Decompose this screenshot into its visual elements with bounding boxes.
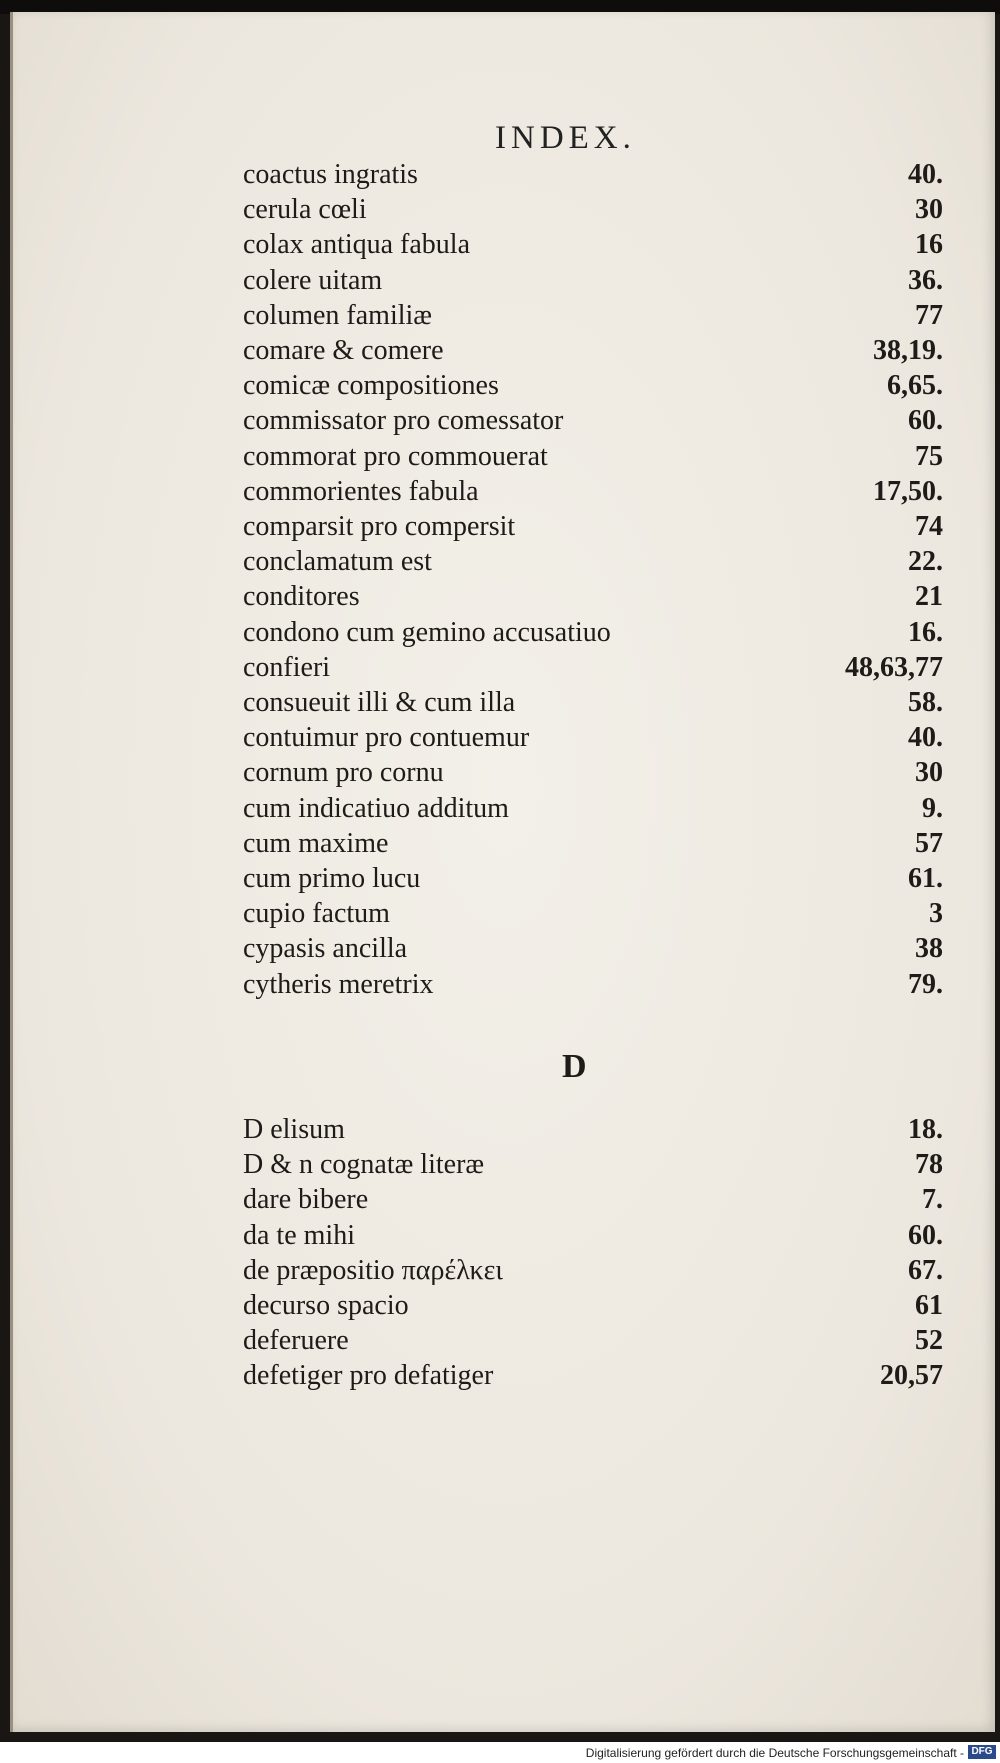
index-term: cum indicatiuo additum — [243, 792, 509, 824]
index-term: contuimur pro contuemur — [243, 722, 530, 754]
index-term: deferuere — [243, 1325, 349, 1357]
index-term: conditores — [243, 581, 360, 613]
index-term: commorat pro commouerat — [243, 440, 548, 472]
index-pages: 22. — [908, 546, 943, 578]
index-entry — [243, 403, 943, 438]
index-entry — [243, 368, 943, 403]
index-term: de præpositio παρέλκει — [243, 1254, 503, 1286]
index-entry — [243, 157, 943, 192]
index-pages: 16 — [915, 229, 943, 261]
index-term: cypasis ancilla — [243, 933, 408, 965]
index-pages: 6,65. — [887, 370, 943, 402]
index-term: dare bibere — [243, 1184, 369, 1216]
index-entry — [243, 685, 943, 720]
index-entry — [243, 650, 943, 685]
index-term: conclamatum est — [243, 546, 432, 578]
index-pages: 74 — [915, 511, 943, 542]
index-entry — [243, 227, 943, 262]
index-entry — [243, 967, 943, 1002]
book-page — [10, 12, 995, 1732]
index-term: comare & comere — [243, 335, 444, 366]
index-pages: 67. — [908, 1254, 943, 1286]
index-term: consueuit illi & cum illa — [243, 687, 516, 718]
index-term: da te mihi — [243, 1219, 355, 1251]
index-entry — [243, 755, 943, 790]
index-pages: 78 — [915, 1149, 943, 1181]
index-pages: 9. — [922, 792, 943, 824]
section-letter-d: D — [562, 1048, 587, 1085]
index-term: cerula cœli — [243, 194, 367, 226]
index-term: decurso spacio — [243, 1290, 409, 1321]
index-term: D & n cognatæ literæ — [243, 1149, 485, 1181]
index-entry — [243, 1358, 943, 1393]
index-term: cytheris meretrix — [243, 968, 434, 1000]
index-term: cum primo lucu — [243, 863, 421, 894]
index-pages: 52 — [915, 1325, 943, 1357]
index-pages: 61 — [915, 1290, 943, 1321]
index-entry — [243, 474, 943, 509]
index-pages: 21 — [915, 581, 943, 613]
index-pages: 3 — [929, 898, 943, 930]
index-entry — [243, 791, 943, 826]
index-pages: 48,63,77 — [845, 651, 943, 683]
index-term: commorientes fabula — [243, 475, 479, 507]
index-term: columen familiæ — [243, 299, 432, 331]
index-entry — [243, 439, 943, 474]
index-pages: 38,19. — [873, 335, 943, 366]
index-pages: 40. — [908, 722, 943, 754]
index-pages: 18. — [908, 1114, 943, 1145]
index-entry — [243, 1218, 943, 1253]
index-pages: 40. — [908, 159, 943, 190]
dfg-logo: DFG — [968, 1745, 996, 1759]
index-entry — [243, 298, 943, 333]
index-pages: 61. — [908, 863, 943, 894]
index-term: condono cum gemino accusatiuo — [243, 616, 611, 648]
index-pages: 77 — [915, 299, 943, 331]
index-term: commissator pro comessator — [243, 405, 564, 437]
index-term: D elisum — [243, 1114, 345, 1145]
index-term: cornum pro cornu — [243, 757, 444, 789]
index-entry — [243, 544, 943, 579]
index-entry — [243, 1323, 943, 1358]
index-entry — [243, 1288, 943, 1323]
page-header: INDEX. — [495, 120, 636, 156]
index-entry — [243, 192, 943, 227]
index-pages: 16. — [908, 616, 943, 648]
index-pages: 79. — [908, 968, 943, 1000]
index-entry — [243, 861, 943, 896]
index-entry — [243, 509, 943, 544]
index-pages: 7. — [922, 1184, 943, 1216]
index-pages: 38 — [915, 933, 943, 965]
index-term: colax antiqua fabula — [243, 229, 471, 261]
index-term: cum maxime — [243, 827, 389, 859]
index-term: colere uitam — [243, 264, 383, 296]
index-entry — [243, 1253, 943, 1288]
index-pages: 75 — [915, 440, 943, 472]
index-pages: 57 — [915, 827, 943, 859]
index-entry — [243, 615, 943, 650]
index-term: coactus ingratis — [243, 159, 418, 190]
index-entry — [243, 333, 943, 368]
index-entry — [243, 1112, 943, 1147]
index-term: comicæ compositiones — [243, 370, 499, 402]
index-entry — [243, 1147, 943, 1182]
index-term: defetiger pro defatiger — [243, 1360, 494, 1392]
index-pages: 36. — [908, 264, 943, 296]
footer-credit: Digitalisierung gefördert durch die Deutsche Forschungsgemeinschaft - — [585, 1746, 964, 1760]
index-entry — [243, 579, 943, 614]
index-pages: 58. — [908, 687, 943, 718]
index-entry — [243, 263, 943, 298]
index-term: confieri — [243, 651, 331, 683]
index-pages: 30 — [915, 757, 943, 789]
index-entry — [243, 826, 943, 861]
index-pages: 17,50. — [873, 475, 943, 507]
index-entry — [243, 931, 943, 966]
index-entry — [243, 1182, 943, 1217]
index-pages: 20,57 — [880, 1360, 943, 1392]
index-entry — [243, 896, 943, 931]
index-pages: 60. — [908, 405, 943, 437]
footer-bar — [0, 1742, 1000, 1763]
index-term: cupio factum — [243, 898, 390, 930]
index-term: comparsit pro compersit — [243, 511, 516, 542]
index-entry — [243, 720, 943, 755]
index-pages: 30 — [915, 194, 943, 226]
index-pages: 60. — [908, 1219, 943, 1251]
